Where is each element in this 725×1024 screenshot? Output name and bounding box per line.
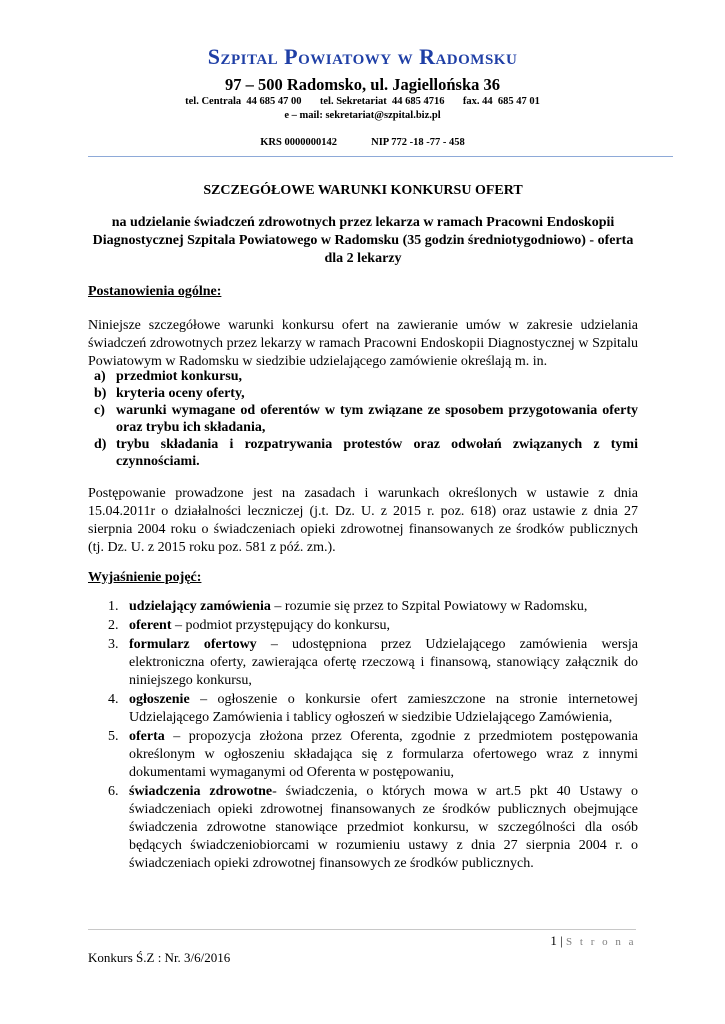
page-number: 1 | S t r o n a xyxy=(550,933,636,948)
list-item: 3. formularz ofertowy – udostępniona przez Udzielającego zamówienia wersja elektroniczna oferty, zawierająca ofertę rzeczową i finansową, stanowiący załącznik do niniejszego konkursu, xyxy=(108,637,638,688)
hospital-address: 97 – 500 Radomsko, ul. Jagiellońska 36 xyxy=(224,75,501,94)
hospital-registry-numbers: KRS 0000000142 NIP 772 -18 -77 - 458 xyxy=(260,137,465,148)
hospital-name: Szpital Powiatowy w Radomsku xyxy=(207,44,518,69)
general-provisions-heading: Postanowienia ogólne: xyxy=(88,284,222,299)
list-item: 5. oferta – propozycja złożona przez Oferenta, zgodnie z przedmiotem postępowania określonym w ogłoszeniu składająca się z formularza ofertowego wraz z innymi dokumentami wymaganymi od Oferenta w postępowaniu, xyxy=(108,729,638,780)
list-item: 2. oferent – podmiot przystępujący do konkursu, xyxy=(108,618,391,633)
list-item: 1. udzielający zamówienia – rozumie się przez to Szpital Powiatowy w Radomsku, xyxy=(108,599,588,614)
document-title: SZCZEGÓŁOWE WARUNKI KONKURSU OFERT xyxy=(203,183,523,198)
document-subtitle: na udzielanie świadczeń zdrowotnych przez lekarza w ramach Pracowni Endoskopii Diagnostycznej Szpitala Powiatowego w Radomsku (35 godzin średniotygodniowo) - oferta dla 2 lekarzy xyxy=(92,215,634,266)
terms-list xyxy=(108,598,638,874)
list-item: 4. ogłoszenie – ogłoszenie o konkursie ofert zamieszczone na stronie internetowej Udzielającego Zamówienia i tablicy ogłoszeń w siedzibie Udzielającego Zamówienia, xyxy=(108,692,638,725)
general-provisions-list xyxy=(88,368,638,470)
procedure-paragraph: Postępowanie prowadzone jest na zasadach i warunkach określonych w ustawie z dnia 15.04.2011r o działalności leczniczej (j.t. Dz. U. z 2015 r. poz. 618) oraz ustawie z dnia 27 sierpnia 2004 roku o świadczeniach opieki zdrowotnej finansowanych ze środków publicznych (tj. Dz. U. z 2015 roku poz. 581 z póź. zm.). xyxy=(88,486,638,555)
contest-reference: Konkurs Ś.Z : Nr. 3/6/2016 xyxy=(88,950,231,965)
hospital-email: e – mail: sekretariat@szpital.biz.pl xyxy=(284,110,441,121)
list-item: a) przedmiot konkursu, xyxy=(94,369,243,384)
list-item: d) trybu składania i rozpatrywania protestów oraz odwołań związanych z tymi czynnościami. xyxy=(94,437,638,469)
terms-heading: Wyjaśnienie pojęć: xyxy=(88,570,202,585)
list-item: b) kryteria oceny oferty, xyxy=(94,386,245,401)
header-divider xyxy=(88,156,673,157)
list-item: 6. świadczenia zdrowotne- świadczenia, o których mowa w art.5 pkt 40 Ustawy o świadczeniach opieki zdrowotnej finansowanych ze środków publicznych obejmujące świadczenia zdrowotne stanowiące przedmiot konkursu, w szczególności dla osób będących świadczeniobiorcami w rozumieniu ustawy z dnia 27 sierpnia 2004 r. o świadczeniach opieki zdrowotnej finansowych ze środków publicznych. xyxy=(108,784,638,871)
footer-divider xyxy=(88,929,636,930)
general-provisions-intro: Niniejsze szczegółowe warunki konkursu ofert na zawieranie umów w zakresie udzielania świadczeń zdrowotnych przez lekarzy w ramach Pracowni Endoskopii Diagnostycznej w Szpitalu Powiatowym w Radomsku w siedzibie udzielającego zamówienie określają m. in. xyxy=(88,318,638,369)
hospital-phones: tel. Centrala 44 685 47 00 tel. Sekretariat 44 685 4716 fax. 44 685 47 01 xyxy=(185,96,540,107)
list-item: c) warunki wymagane od oferentów w tym związane ze sposobem przygotowania oferty oraz trybu ich składania, xyxy=(94,403,638,435)
